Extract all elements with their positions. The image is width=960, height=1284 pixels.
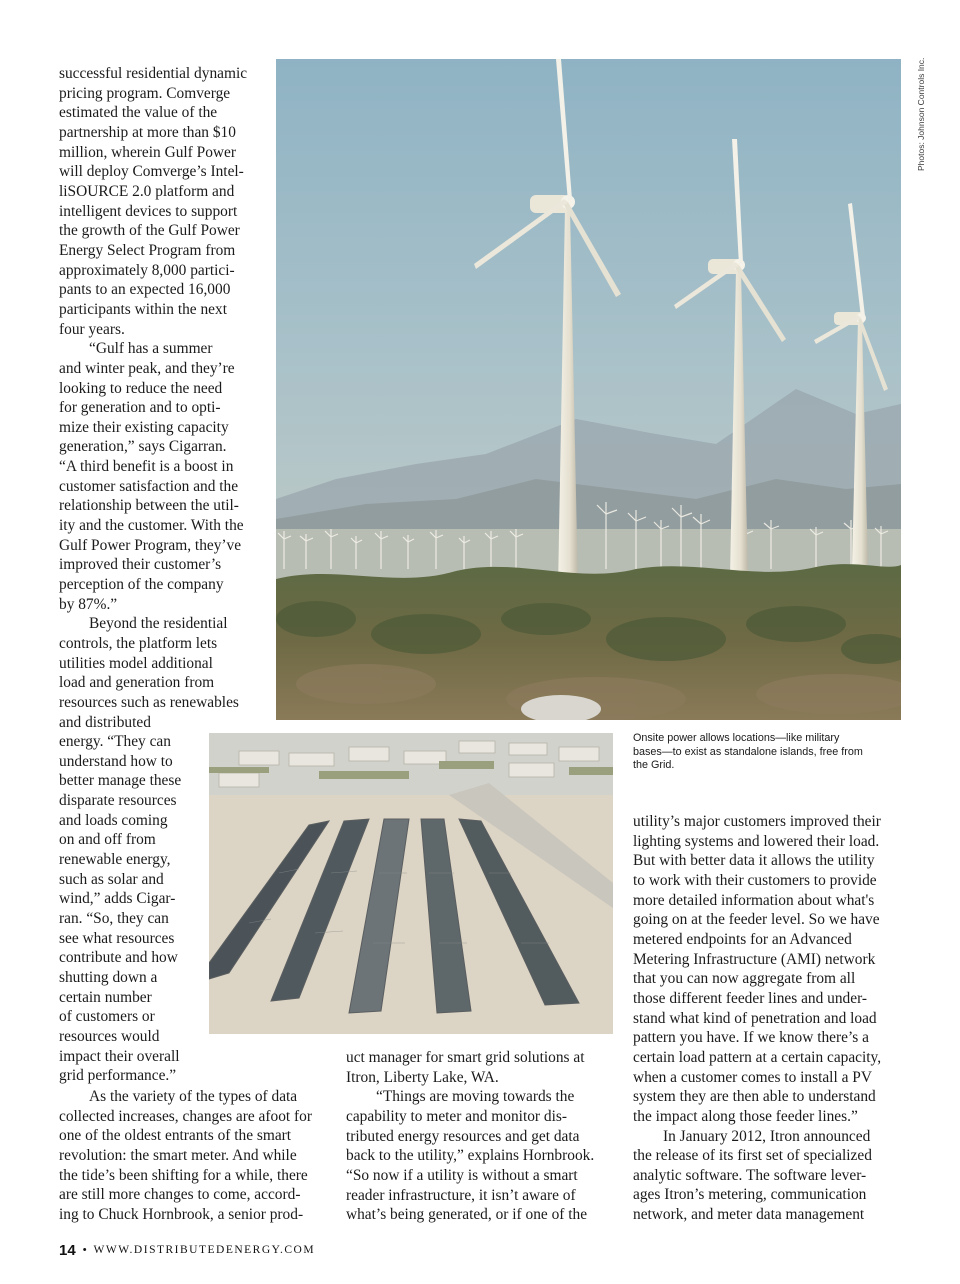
text-line: liSOURCE 2.0 platform and (59, 182, 235, 200)
text-line: the Grid. (633, 759, 675, 772)
text-line: the tide’s been shifting for a while, there (59, 1166, 308, 1184)
text-line: intelligent devices to support (59, 202, 238, 220)
text-line: wind,” adds Cigar- (59, 890, 176, 908)
text-line: impact their overall (59, 1047, 180, 1065)
paragraph-hornbrook-title (346, 1048, 608, 1087)
article-column-1-middle (59, 732, 209, 1086)
text-line: energy. “They can (59, 733, 171, 750)
text-line: such as solar and (59, 870, 164, 888)
text-line: million, wherein Gulf Power (59, 143, 236, 161)
paragraph-itron-release (633, 1127, 905, 1225)
text-line: understand how to (59, 752, 173, 770)
text-line: those different feeder lines and under- (633, 989, 868, 1007)
text-line: Beyond the residential (89, 615, 228, 633)
text-line: one of the oldest entrants of the smart (59, 1127, 292, 1145)
text-line: In January 2012, Itron announced (663, 1127, 871, 1145)
page-footer (59, 1241, 315, 1259)
paragraph-comverge (59, 64, 269, 339)
text-line: contribute and how (59, 949, 178, 967)
text-line: network, and meter data management (633, 1206, 865, 1224)
text-line: Itron, Liberty Lake, WA. (346, 1068, 499, 1086)
text-line: pricing program. Comverge (59, 84, 231, 102)
text-line: more detailed information about what's (633, 891, 875, 909)
paragraph-energy-quote (59, 732, 209, 1086)
text-line: are still more changes to come, accord- (59, 1186, 301, 1204)
text-line: to work with their customers to provide (633, 871, 877, 889)
text-line: that you can now aggregate from all (633, 970, 856, 988)
text-line: controls, the platform lets (59, 635, 218, 653)
photo-credit: Photos: Johnson Controls Inc. (916, 57, 926, 171)
text-line: participants within the next (59, 300, 227, 318)
text-line: when a customer comes to install a PV (633, 1068, 872, 1086)
article-column-3 (633, 812, 905, 1225)
text-line: But with better data it allows the utility (633, 852, 875, 870)
text-line: approximately 8,000 partici- (59, 261, 235, 279)
text-line: revolution: the smart meter. And while (59, 1146, 297, 1164)
text-line: and loads coming (59, 811, 168, 829)
wind-turbines-photo (276, 59, 901, 720)
text-line: pattern you have. If we know there’s a (633, 1029, 869, 1047)
text-line: the release of its first set of specialized (633, 1147, 872, 1165)
text-line: certain load pattern at a certain capacity, (633, 1048, 882, 1066)
text-line: renewable energy, (59, 850, 171, 868)
text-line: system they are then able to understand (633, 1088, 876, 1106)
text-line: estimated the value of the (59, 104, 218, 122)
footer-bullet: • (82, 1244, 87, 1256)
text-line: ing to Chuck Hornbrook, a senior prod- (59, 1205, 304, 1223)
text-line: relationship between the util- (59, 497, 239, 515)
text-line: Onsite power allows locations—like military (633, 732, 840, 744)
text-line: utilities model additional (59, 654, 213, 672)
text-line: Energy Select Program from (59, 241, 236, 259)
text-line: bases—to exist as standalone islands, free from (633, 745, 863, 758)
text-line: disparate resources (59, 791, 177, 809)
website-url[interactable]: WWW.DISTRIBUTEDENERGY.COM (93, 1244, 316, 1256)
text-line: ages Itron’s metering, communication (633, 1186, 867, 1204)
text-line: shutting down a (59, 968, 158, 986)
text-line: by 87%.” (59, 595, 118, 613)
text-line: of customers or (59, 1008, 155, 1026)
text-line: going on at the feeder level. So we have (633, 911, 880, 929)
article-column-1-bottom (59, 1087, 329, 1225)
paragraph-beyond-residential (59, 614, 269, 732)
text-line: what’s being generated, or if one of the (346, 1206, 588, 1224)
text-line: “Things are moving towards the (376, 1088, 575, 1106)
text-line: As the variety of the types of data (89, 1088, 298, 1105)
text-line: lighting systems and lowered their load. (633, 832, 880, 850)
text-line: and winter peak, and they’re (59, 359, 235, 377)
text-line: partnership at more than $10 (59, 123, 236, 141)
text-line: back to the utility,” explains Hornbrook. (346, 1147, 595, 1165)
text-line: “A third benefit is a boost in (59, 458, 234, 476)
text-line: analytic software. The software lever- (633, 1166, 867, 1184)
text-line: load and generation from (59, 674, 215, 692)
text-line: customer satisfaction and the (59, 477, 239, 495)
text-line: collected increases, changes are afoot for (59, 1107, 312, 1125)
text-line: capability to meter and monitor dis- (346, 1107, 567, 1125)
text-line: certain number (59, 988, 152, 1006)
paragraph-hornbrook-quote (346, 1087, 608, 1225)
text-line: see what resources (59, 929, 175, 947)
text-line: ity and the customer. With the (59, 517, 244, 535)
text-line: tributed energy resources and get data (346, 1127, 580, 1145)
article-column-2 (346, 1048, 608, 1225)
text-line: for generation and to opti- (59, 399, 221, 417)
text-line: pants to an expected 16,000 (59, 281, 231, 299)
photo-caption (633, 732, 905, 773)
text-line: ran. “So, they can (59, 909, 169, 927)
text-line: and distributed (59, 713, 151, 731)
text-line: better manage these (59, 772, 182, 790)
text-line: uct manager for smart grid solutions at (346, 1049, 585, 1066)
text-line: Gulf Power Program, they’ve (59, 536, 242, 554)
text-line: utility’s major customers improved their (633, 813, 881, 830)
text-line: “So now if a utility is without a smart (346, 1166, 578, 1184)
article-column-1-top (59, 64, 269, 732)
text-line: looking to reduce the need (59, 379, 223, 397)
text-line: Metering Infrastructure (AMI) network (633, 950, 876, 968)
page-number: 14 (59, 1241, 76, 1259)
text-line: stand what kind of penetration and load (633, 1009, 877, 1027)
paragraph-feeder-level (633, 812, 905, 1127)
solar-array-photo (209, 733, 613, 1034)
text-line: reader infrastructure, it isn’t aware of (346, 1186, 576, 1204)
text-line: resources would (59, 1027, 160, 1045)
text-line: the growth of the Gulf Power (59, 222, 240, 240)
text-line: will deploy Comverge’s Intel- (59, 163, 244, 181)
text-line: the impact along those feeder lines.” (633, 1107, 858, 1125)
paragraph-gulf-quote (59, 339, 269, 614)
text-line: on and off from (59, 831, 156, 849)
text-line: grid performance.” (59, 1067, 177, 1085)
text-line: “Gulf has a summer (89, 340, 213, 358)
text-line: perception of the company (59, 576, 224, 594)
paragraph-smart-meter (59, 1087, 329, 1225)
text-line: mize their existing capacity (59, 418, 229, 436)
text-line: resources such as renewables (59, 694, 239, 711)
text-line: four years. (59, 320, 125, 338)
text-line: generation,” says Cigarran. (59, 438, 227, 456)
text-line: metered endpoints for an Advanced (633, 930, 852, 948)
text-line: successful residential dynamic (59, 65, 248, 82)
text-line: improved their customer’s (59, 556, 222, 574)
